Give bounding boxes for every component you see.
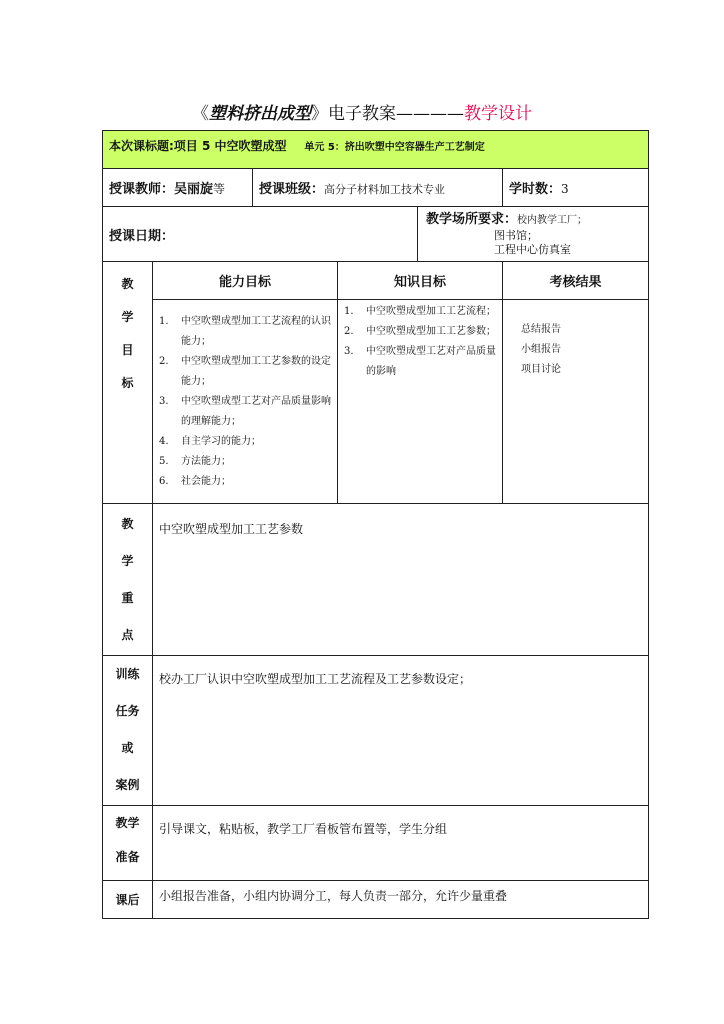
objectives-side-char: 标 xyxy=(121,376,134,390)
teacher-suffix: 等 xyxy=(213,182,226,196)
teacher-name: 吴丽旋 xyxy=(174,182,214,197)
after-content: 小组报告准备，小组内协调分工，每人负责一部分，允许少量重叠 xyxy=(153,881,649,919)
class-label: 授课班级： xyxy=(259,182,325,197)
title-red-part: 教学设计 xyxy=(464,104,532,124)
prep-row xyxy=(103,806,649,881)
focus-content: 中空吹塑成型加工工艺参数 xyxy=(153,504,649,656)
hours-cell xyxy=(503,169,649,207)
ability-header: 能力目标 xyxy=(153,262,338,300)
assessment-item: 小组报告 xyxy=(521,344,561,355)
objectives-body-row xyxy=(103,300,649,504)
ability-list xyxy=(159,312,331,492)
assessment-header: 考核结果 xyxy=(503,262,649,300)
objectives-side-label xyxy=(103,262,153,504)
date-cell xyxy=(103,207,418,262)
after-side-label xyxy=(103,881,153,919)
class-cell xyxy=(253,169,503,207)
topic-cell xyxy=(103,131,649,169)
after-side-char: 课后 xyxy=(115,893,140,907)
title-middle: 电子教案———— xyxy=(328,104,464,124)
teacher-label: 授课教师： xyxy=(109,182,175,197)
title-book-name: 塑料挤出成型 xyxy=(209,104,311,124)
teacher-row xyxy=(103,169,649,207)
tasks-side-char: 任务 xyxy=(115,704,140,718)
tasks-content: 校办工厂认识中空吹塑成型加工工艺流程及工艺参数设定； xyxy=(153,656,649,806)
assessment-item: 项目讨论 xyxy=(521,364,561,375)
topic-unit: 单元 5：挤出吹塑中空容器生产工艺制定 xyxy=(304,142,485,153)
class-value: 高分子材料加工技术专业 xyxy=(324,183,446,196)
focus-side-char: 学 xyxy=(121,554,134,568)
after-row xyxy=(103,881,649,919)
tasks-side-label xyxy=(103,656,153,806)
date-label: 授课日期： xyxy=(109,228,175,244)
place-item-2: 图书馆； xyxy=(494,229,538,242)
knowledge-list-cell xyxy=(338,300,503,504)
list-item: 6. 社会能力； xyxy=(159,476,231,487)
list-item: 2. 中空吹塑成型加工工艺参数的设定能力； xyxy=(159,356,331,387)
title-close-bracket: 》 xyxy=(311,104,328,124)
objectives-side-char: 目 xyxy=(121,343,134,357)
list-item: 3. 中空吹塑成型工艺对产品质量的影响 xyxy=(344,346,496,377)
prep-side-char: 教学 xyxy=(115,816,140,830)
assessment-cell xyxy=(503,300,649,504)
list-item: 3. 中空吹塑成型工艺对产品质量影响的理解能力； xyxy=(159,396,331,427)
tasks-side-char: 或 xyxy=(121,741,134,755)
prep-side-char: 准备 xyxy=(115,850,140,864)
list-item: 4. 自主学习的能力； xyxy=(159,436,261,447)
prep-side-label xyxy=(103,806,153,881)
tasks-row xyxy=(103,656,649,806)
focus-row xyxy=(103,504,649,656)
topic-label: 本次课标题:项目 5 中空吹塑成型 xyxy=(109,139,287,153)
title-open-bracket: 《 xyxy=(192,104,209,124)
tasks-side-char: 训练 xyxy=(115,667,140,681)
place-cell xyxy=(418,207,649,262)
place-item-3: 工程中心仿真室 xyxy=(494,243,571,256)
assessment-item: 总结报告 xyxy=(521,324,561,335)
lesson-plan-table xyxy=(102,130,649,919)
knowledge-header: 知识目标 xyxy=(338,262,503,300)
ability-list-cell xyxy=(153,300,338,504)
focus-side-char: 重 xyxy=(121,591,134,605)
hours-label: 学时数： xyxy=(509,182,562,197)
hours-value: 3 xyxy=(561,182,569,196)
focus-side-char: 点 xyxy=(121,628,134,642)
focus-side-label xyxy=(103,504,153,656)
objectives-side-char: 教 xyxy=(121,277,134,291)
objectives-side-char: 学 xyxy=(121,310,134,324)
list-item: 1. 中空吹塑成型加工工艺流程的认识能力； xyxy=(159,316,331,347)
topic-row xyxy=(103,131,649,169)
document-title xyxy=(0,104,724,124)
place-item-1: 校内教学工厂； xyxy=(517,215,588,226)
date-row xyxy=(103,207,649,262)
focus-side-char: 教 xyxy=(121,517,134,531)
list-item: 5. 方法能力； xyxy=(159,456,231,467)
teacher-cell xyxy=(103,169,253,207)
tasks-side-char: 案例 xyxy=(115,778,140,792)
prep-content: 引导课文，粘贴板，教学工厂看板管布置等，学生分组 xyxy=(153,806,649,881)
list-item: 2. 中空吹塑成型加工工艺参数； xyxy=(344,326,496,337)
knowledge-list xyxy=(344,302,496,382)
place-label: 教学场所要求： xyxy=(426,212,518,227)
list-item: 1. 中空吹塑成型加工工艺流程； xyxy=(344,306,496,317)
objectives-header-row xyxy=(103,262,649,300)
